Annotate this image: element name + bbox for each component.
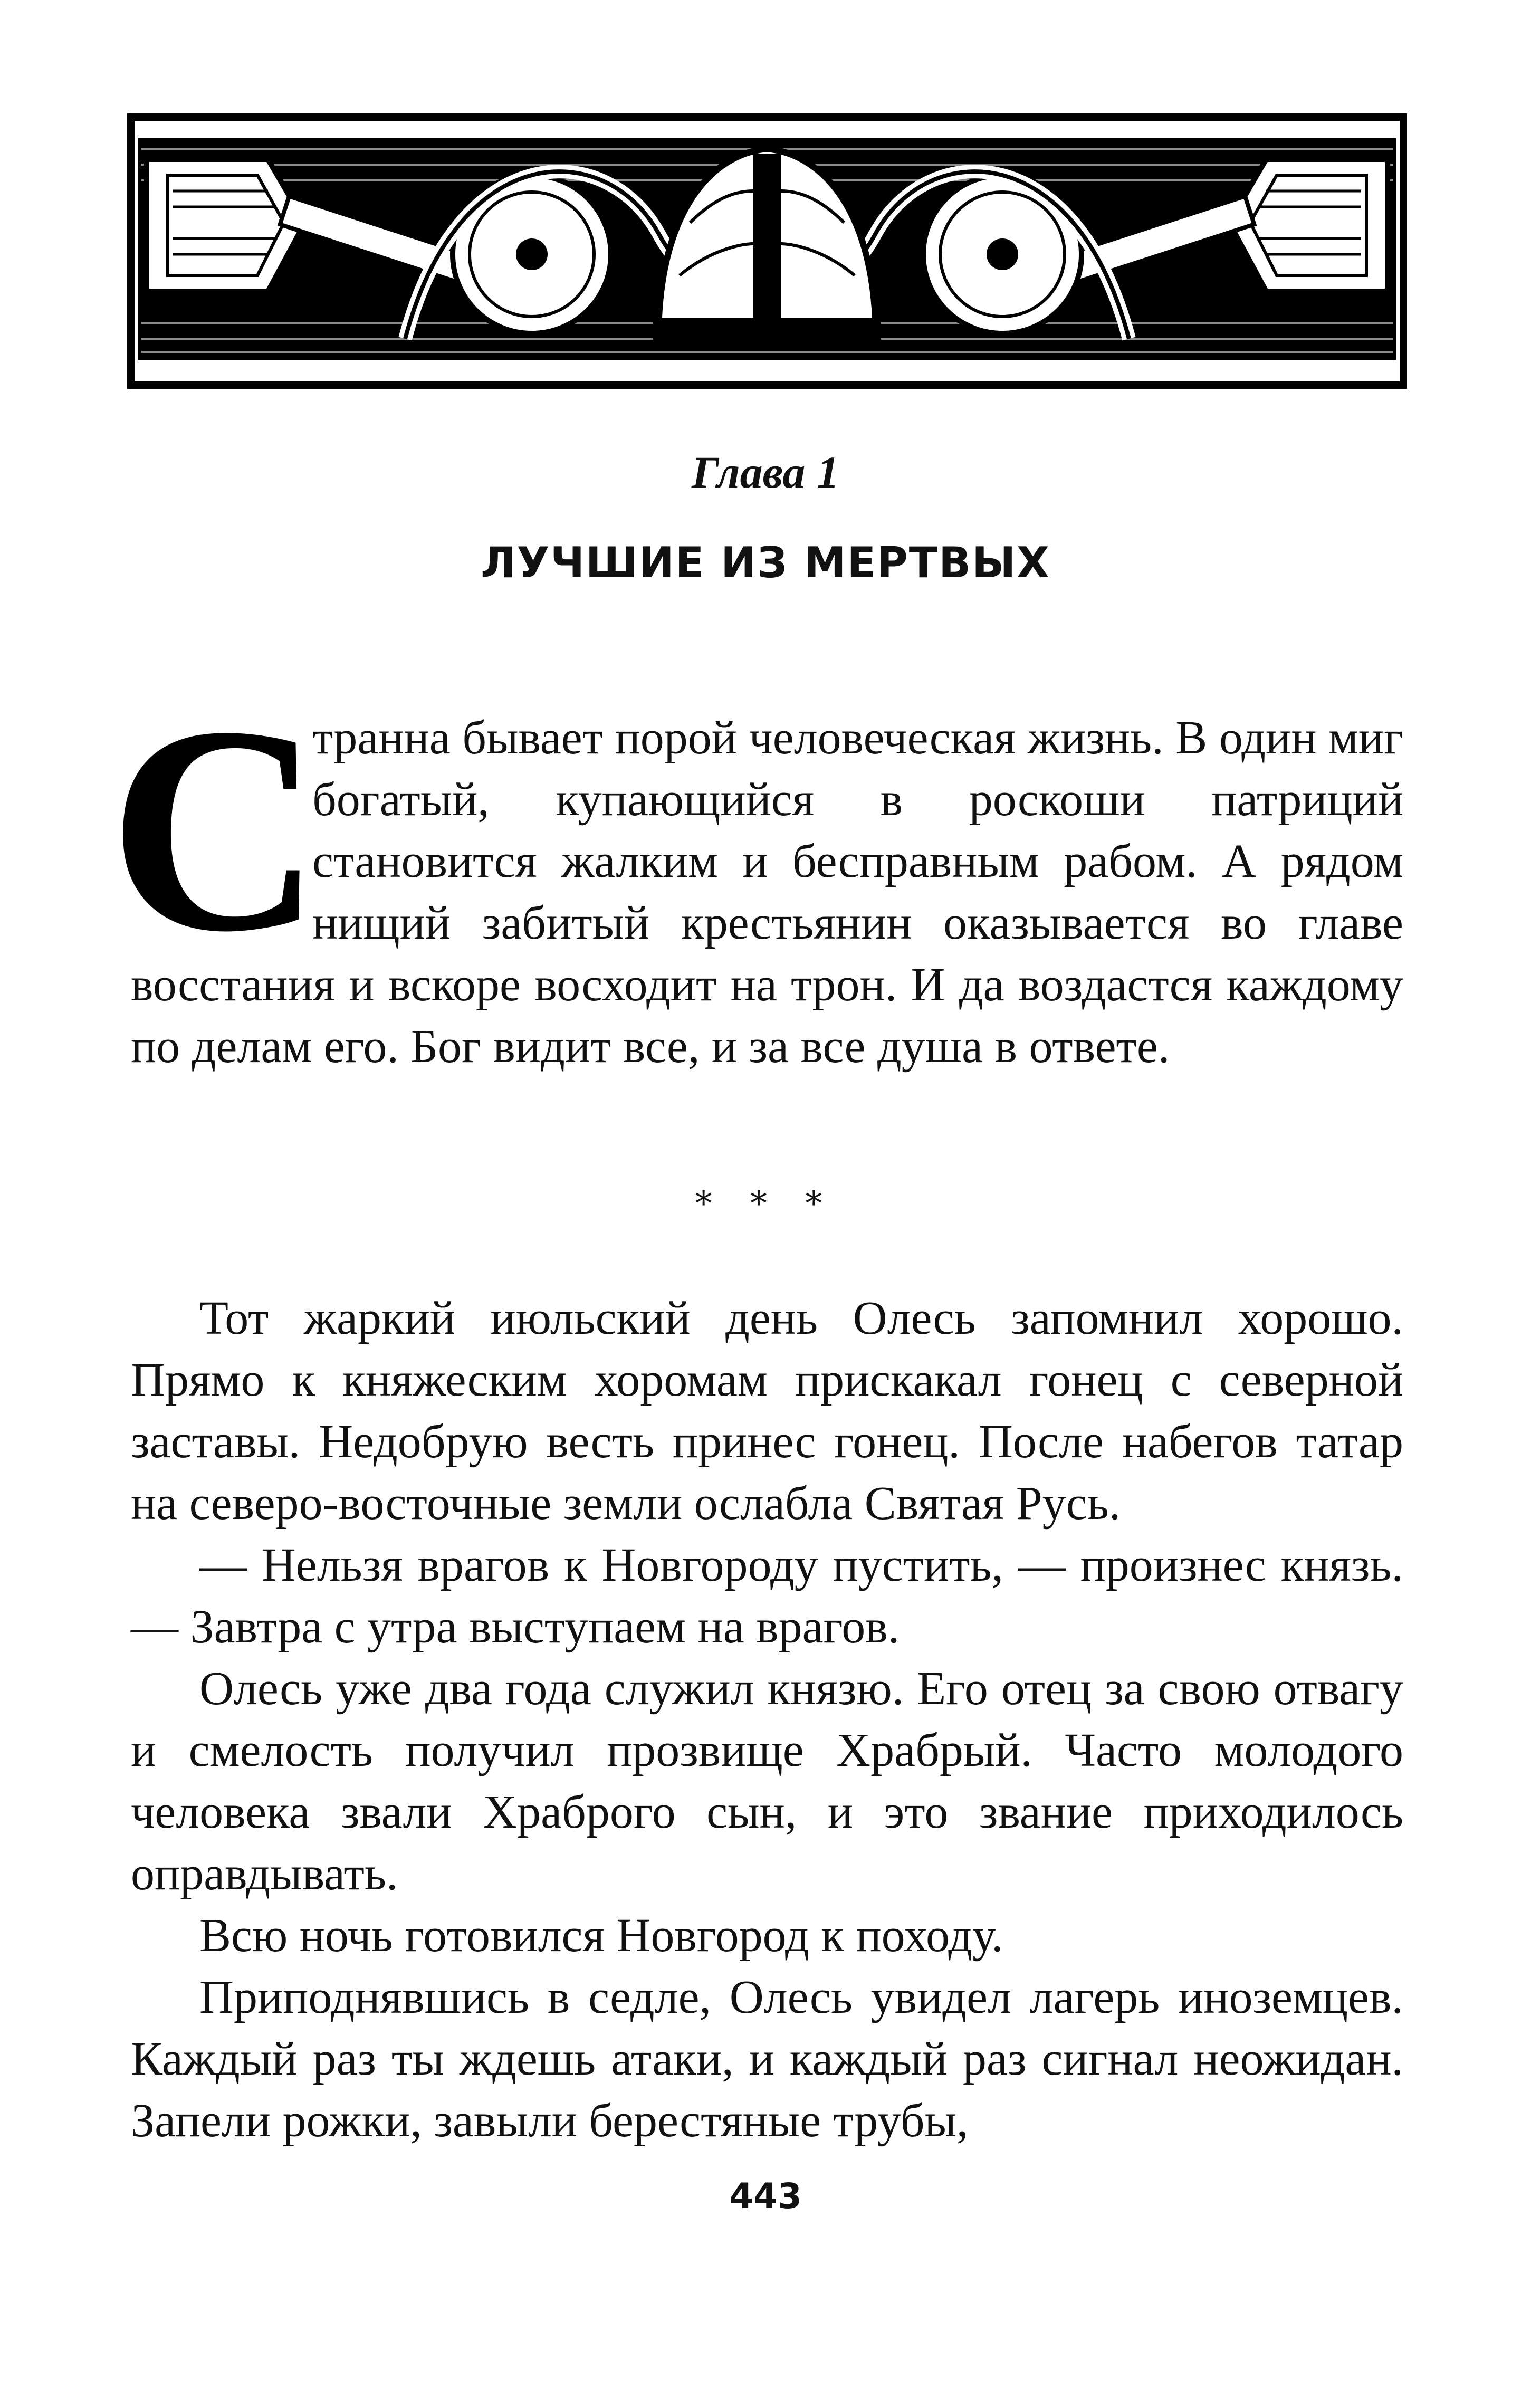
intro-line: все, и за все душа в ответе. — [623, 1020, 1170, 1073]
intro-line: транна бывает порой человеческая жизнь. В — [312, 712, 1208, 764]
section-separator: * * * — [695, 1184, 836, 1224]
body-paragraph: — Нельзя врагов к Новгороду пустить, — произнес князь. — Завтра с утра выступаем на врагов. — [131, 1539, 1403, 1653]
intro-line: один миг богатый, купающийся в роскоши — [312, 712, 1404, 826]
intro-text — [131, 707, 1403, 1077]
viking-helmet-axes-ornament-icon — [131, 117, 1403, 385]
dropcap-text: С — [108, 666, 322, 993]
intro-line: патриций становится жалким и бесправным — [312, 773, 1403, 887]
intro-line: рабом. А рядом нищий забитый крестьянин — [312, 835, 1403, 949]
intro-line: трон. И да воздастся каждому по делам его. Бог видит — [131, 959, 1403, 1073]
body-paragraph: Олесь уже два года служил князю. Его отец за свою отвагу и смелость получил прозвище Храбрый. Часто молодого человека звали Храброго сын, и это звание приходилось оправдывать. — [131, 1662, 1403, 1900]
chapter-title: ЛУЧШИЕ ИЗ МЕРТВЫХ — [481, 538, 1050, 587]
dropcap-letter — [108, 666, 322, 993]
chapter-label: Глава 1 — [692, 447, 839, 498]
intro-paragraph — [108, 666, 1404, 1077]
page-number: 443 — [729, 2176, 802, 2216]
main-text — [131, 1287, 1403, 2152]
body-paragraph: Всю ночь готовился Новгород к походу. — [199, 1909, 1003, 1962]
body-paragraph: Приподнявшись в седле, Олесь увидел лагерь иноземцев. Каждый раз ты ждешь атаки, и каждый раз сигнал неожидан. Запели рожки, завыли берестяные трубы, — [131, 1971, 1403, 2147]
intro-line: оказывается во главе восстания и вскоре восходит на — [131, 897, 1404, 1011]
body-paragraph: Тот жаркий июльский день Олесь запомнил хорошо. Прямо к княжеским хоромам прискакал гонец с северной заставы. Недобрую весть принес гонец. После набегов татар на северо-восточные земли ослабла Святая Русь. — [131, 1292, 1403, 1530]
